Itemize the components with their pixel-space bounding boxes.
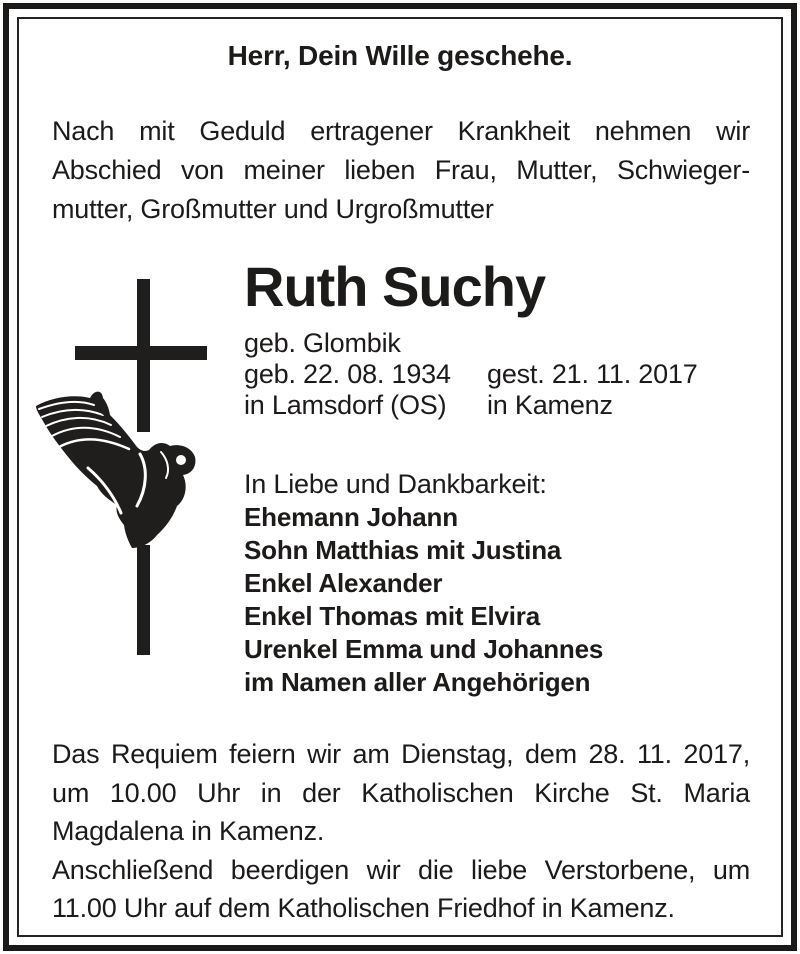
life-dates xyxy=(244,359,764,421)
death-place: in Kamenz xyxy=(487,390,613,420)
mourners-heading: In Liebe und Dankbarkeit: xyxy=(244,469,547,499)
memorial-art xyxy=(30,256,215,656)
mourner-entry: im Namen aller Angehörigen xyxy=(244,667,591,697)
death-date: gest. 21. 11. 2017 xyxy=(487,359,698,389)
service-line: Magdalena in Kamenz. xyxy=(52,816,325,847)
intro-line: mutter, Großmutter und Urgroßmutter xyxy=(52,194,494,224)
mourner-entry: Urenkel Emma und Johannes xyxy=(244,634,604,664)
deceased-name: Ruth Suchy xyxy=(244,255,546,318)
epigraph-text: Herr, Dein Wille geschehe. xyxy=(227,40,573,71)
intro-paragraph xyxy=(52,112,750,229)
mourners-block xyxy=(244,468,764,699)
maiden-name: geb. Glombik xyxy=(244,328,401,358)
deceased-block xyxy=(244,256,764,421)
service-paragraph xyxy=(52,735,750,928)
birth-date: geb. 22. 08. 1934 xyxy=(244,359,451,389)
service-line: 11.00 Uhr auf dem Katholischen Friedhof in Kamenz. xyxy=(52,893,675,924)
service-line: um 10.00 Uhr in der Katholischen Kirche St. Maria xyxy=(52,777,750,808)
mourner-entry: Ehemann Johann xyxy=(244,502,458,532)
birth-place: in Lamsdorf (OS) xyxy=(244,390,447,420)
mourner-entry: Enkel Alexander xyxy=(244,568,443,598)
mourner-entry: Sohn Matthias mit Justina xyxy=(244,535,562,565)
mourner-entry: Enkel Thomas mit Elvira xyxy=(244,601,540,631)
intro-line: Abschied von meiner lieben Frau, Mutter, Schwieger- xyxy=(52,155,750,185)
service-line: Anschließend beerdigen wir die liebe Verstorbene, um xyxy=(52,854,750,885)
service-line: Das Requiem feiern wir am Dienstag, dem 28. 11. 2017, xyxy=(52,739,750,769)
intro-line: Nach mit Geduld ertragener Krankheit nehmen wir xyxy=(52,116,750,146)
